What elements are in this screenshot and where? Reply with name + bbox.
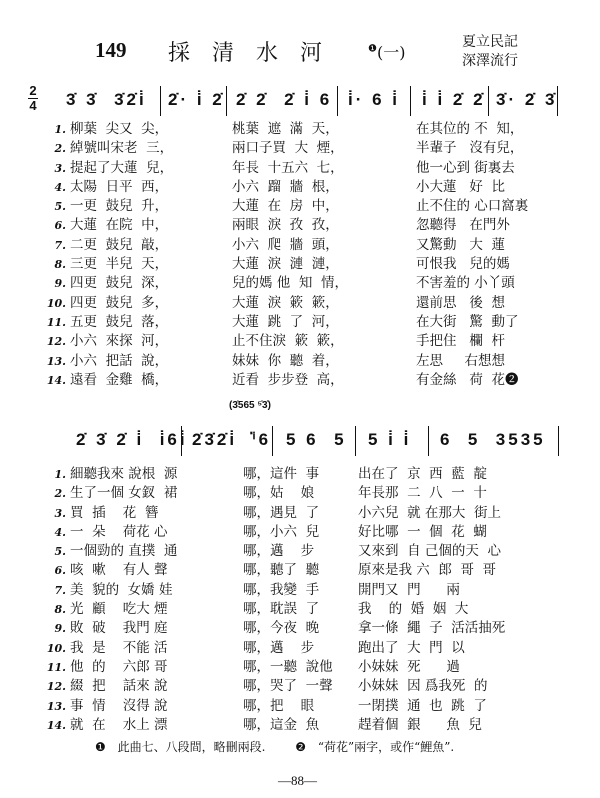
verse-line xyxy=(0,619,600,638)
lyric-phrase-b: 大蓮 淚 漣 漣， xyxy=(232,256,339,273)
lyric-phrase-b: 妹妹 你 聽 着， xyxy=(232,352,339,369)
bar-line xyxy=(272,426,273,456)
lyric-phrase-a: 綴 把 話來 說 xyxy=(70,678,168,695)
measure: i̇ i̇ 2̇ 2̇ xyxy=(422,90,486,109)
lyric-phrase-a: 我 是 不能 活 xyxy=(70,639,168,656)
lyric-phrase-a: 柳葉 尖又 尖， xyxy=(70,121,169,137)
lyric-phrase-c: 拿一條 繩 子 活活抽死 xyxy=(358,620,506,637)
verse-line xyxy=(0,581,600,600)
measure: i̇· 6 i̇ xyxy=(348,90,401,109)
verse-number: 5. xyxy=(54,200,66,214)
lyric-phrase-b: 年長 十五六 七， xyxy=(232,159,344,176)
measure: 2̇3̇2̇i̇ ⁱ̇6 xyxy=(192,430,272,449)
measure: 2̇ 3̇ 2̇ i̇ i̇6i̇ xyxy=(76,430,188,449)
time-signature-bottom: 4 xyxy=(29,98,37,113)
footnote-marker-1: ❶ xyxy=(95,740,106,754)
bar-line xyxy=(558,426,559,456)
lyric-phrase-a: 買 插 花 簪 xyxy=(70,504,159,521)
lyric-phrase-c: 開門又 門 兩 xyxy=(358,581,460,598)
verse-line xyxy=(0,236,600,255)
bar-line xyxy=(160,86,161,116)
verse-number: 6. xyxy=(54,219,66,233)
verse-line xyxy=(0,465,600,484)
lyric-phrase-c: 又驚動 大 蓮 xyxy=(416,236,505,253)
verse-number: 4. xyxy=(54,525,66,539)
song-title xyxy=(168,36,344,67)
lyric-phrase-c: 左思 右想想 xyxy=(416,352,505,369)
lyric-phrase-b: 哪，一聽 說他 xyxy=(243,658,333,675)
lyric-phrase-c: 不害羞的 小丫頭 xyxy=(416,275,515,292)
bar-line xyxy=(410,86,411,116)
bar-line xyxy=(181,426,182,456)
credit-block xyxy=(462,33,518,71)
lyric-phrase-c: 在大街 驚 動了 xyxy=(416,313,519,330)
lyric-phrase-c: 趕着個 銀 魚 兒 xyxy=(358,716,482,733)
lyric-phrase-a: 小六 把話 說， xyxy=(70,352,169,369)
lyric-phrase-a: 五更 鼓兒 落， xyxy=(70,313,169,330)
lyric-phrase-c: 原來是我 六 郎 哥 哥 xyxy=(358,562,497,579)
lyric-phrase-b: 哪，耽誤 了 xyxy=(243,601,320,618)
page-number: —88— xyxy=(278,773,317,788)
verse-line xyxy=(0,216,600,235)
verse-line xyxy=(0,561,600,580)
verse-line xyxy=(0,294,600,313)
lyric-phrase-c: 出在了 京 西 藍 靛 xyxy=(358,466,487,482)
interlude-notation: (3̇565 ⁵̇3̇) xyxy=(229,400,271,411)
verse-line xyxy=(0,542,600,561)
verse-line xyxy=(0,274,600,293)
verse-number: 4. xyxy=(54,180,66,194)
verse-number: 8. xyxy=(54,603,66,617)
lyric-phrase-c: 小六兒 就 在那大 街上 xyxy=(358,504,501,521)
lyric-phrase-c: 手把住 欄 杆 xyxy=(416,333,505,350)
lyric-phrase-b: 小六 爬 牆 頭， xyxy=(232,236,339,253)
lyric-phrase-a: 美 貌的 女嬌 娃 xyxy=(70,581,173,598)
verse-number: 3. xyxy=(54,506,66,520)
lyric-phrase-b: 哪，把 眼 xyxy=(243,697,315,714)
verse-number: 14. xyxy=(46,373,66,387)
lyric-phrase-b: 大蓮 淚 簌 簌， xyxy=(232,294,339,311)
lyric-phrase-c: 好比哪 一 個 花 蝴 xyxy=(358,523,487,540)
lyric-phrase-b: 哪，這件 事 xyxy=(243,466,320,482)
bar-line xyxy=(557,86,558,116)
lyric-phrase-a: 敗 破 我門 庭 xyxy=(70,620,168,637)
verse-number: 1. xyxy=(54,468,66,481)
measure: 2̇ 2̇ 2̇ i̇ 6 xyxy=(236,90,333,109)
verse-line xyxy=(0,523,600,542)
measure: 3̇ 3̇ 3̇2̇i̇ xyxy=(66,90,147,109)
verse-number: 2. xyxy=(54,142,66,156)
verse-number: 14. xyxy=(46,718,66,732)
lyric-phrase-b: 兩口子買 大 煙， xyxy=(232,140,344,157)
bar-line xyxy=(226,86,227,116)
verse-line xyxy=(0,677,600,696)
lyric-phrase-b: 哪，聽了 聽 xyxy=(243,562,320,579)
verse-line xyxy=(0,178,600,197)
bar-line xyxy=(337,86,338,116)
verse-number: 3. xyxy=(54,161,66,175)
lyric-phrase-c: 跑出了 大 門 以 xyxy=(358,639,465,656)
lyric-phrase-b: 哪，邁 步 xyxy=(243,543,315,560)
footnote-1-text: 此曲七、八段間，略刪兩段. xyxy=(117,740,266,754)
lyric-phrase-a: 一 朵 荷花 心 xyxy=(70,523,168,540)
measure: 2̇· i̇ 2̇ xyxy=(168,90,225,109)
verse-line xyxy=(0,352,600,371)
lyric-phrase-b: 哪，小六 兒 xyxy=(243,523,320,540)
credit-recorder: 夏立民記 xyxy=(462,34,518,50)
lyric-phrase-a: 一更 鼓兒 升， xyxy=(70,198,169,215)
verse-number: 12. xyxy=(46,680,66,694)
lyric-phrase-c: 有金絲 荷 花❷ xyxy=(416,371,519,388)
lyric-phrase-b: 止不住淚 簌 簌， xyxy=(232,333,344,350)
lyric-phrase-a: 二更 鼓兒 敲， xyxy=(70,236,169,253)
verse-number: 7. xyxy=(54,238,66,252)
verse-line xyxy=(0,159,600,178)
lyric-phrase-a: 大蓮 在院 中， xyxy=(70,217,169,234)
verse-number: 1. xyxy=(54,123,66,136)
lyric-phrase-c: 止不住的 心口窩裏 xyxy=(416,198,529,215)
lyric-phrase-b: 大蓮 跳 了 河， xyxy=(232,313,339,330)
bar-line xyxy=(355,426,356,456)
lyric-phrase-b: 哪，遇見 了 xyxy=(243,504,320,521)
verse-block-2 xyxy=(0,465,600,735)
verse-number: 9. xyxy=(54,622,66,636)
lyric-phrase-b: 大蓮 在 房 中， xyxy=(232,198,339,215)
verse-line xyxy=(0,504,600,523)
lyric-phrase-a: 光 顧 吃大 煙 xyxy=(70,601,168,618)
lyric-phrase-c: 還前思 後 想 xyxy=(416,294,505,311)
lyric-phrase-a: 生了一個 女釵 裙 xyxy=(70,485,178,502)
verse-number: 13. xyxy=(46,699,66,713)
footnote-marker-1: ❶ xyxy=(368,43,377,55)
lyric-phrase-a: 就 在 水上 漂 xyxy=(70,716,168,733)
notation-staff-1 xyxy=(0,84,600,120)
verse-line xyxy=(0,255,600,274)
verse-line xyxy=(0,120,600,139)
verse-number: 9. xyxy=(54,277,66,291)
verse-line xyxy=(0,139,600,158)
time-signature-top: 2 xyxy=(29,83,37,98)
lyric-phrase-b: 哪，哭了 一聲 xyxy=(243,678,333,695)
notation-staff-2 xyxy=(0,424,600,460)
credit-region: 深澤流行 xyxy=(462,53,518,69)
measure: 6 5 3535 xyxy=(440,430,546,449)
lyric-phrase-c: 年長那 二 八 一 十 xyxy=(358,485,487,502)
verse-number: 11. xyxy=(46,660,66,674)
lyric-phrase-a: 遠看 金雞 橋， xyxy=(70,371,169,388)
lyric-phrase-c: 他一心到 街裏去 xyxy=(416,159,515,176)
lyric-phrase-c: 忽聽得 在門外 xyxy=(416,217,510,234)
lyric-phrase-b: 小六 蹓 牆 根， xyxy=(232,178,339,195)
lyric-phrase-a: 提起了大蓮 兒， xyxy=(70,159,174,176)
lyric-phrase-a: 四更 鼓兒 深， xyxy=(70,275,169,292)
lyric-phrase-b: 哪，這金 魚 xyxy=(243,716,320,733)
verse-line xyxy=(0,639,600,658)
lyric-phrase-a: 綽號叫宋老 三， xyxy=(70,140,174,157)
verse-number: 13. xyxy=(46,354,66,368)
verse-line xyxy=(0,484,600,503)
lyric-phrase-c: 我 的 婚 姻 大 xyxy=(358,601,469,618)
lyric-phrase-b: 哪，今夜 晚 xyxy=(243,620,320,637)
lyric-phrase-c: 小妹妹 因 爲我死 的 xyxy=(358,678,488,695)
verse-line xyxy=(0,371,600,390)
lyric-phrase-b: 近看 步步登 高， xyxy=(232,371,344,388)
lyric-phrase-c: 在其位的 不 知， xyxy=(416,121,524,137)
verse-line xyxy=(0,658,600,677)
lyric-phrase-b: 哪，邁 步 xyxy=(243,639,315,656)
verse-number: 10. xyxy=(46,641,66,655)
lyric-phrase-c: 可恨我 兒的媽 xyxy=(416,256,510,273)
lyric-phrase-a: 事 情 沒得 說 xyxy=(70,697,168,714)
footnote-2-text: “荷花”兩字，或作“鯉魚”. xyxy=(317,740,455,754)
verse-line xyxy=(0,332,600,351)
song-title-suffix xyxy=(368,40,405,63)
lyric-phrase-a: 一個勁的 直撲 通 xyxy=(70,543,178,560)
verse-number: 2. xyxy=(54,487,66,501)
verse-block-1 xyxy=(0,120,600,390)
lyric-phrase-c: 又來到 自 己個的天 心 xyxy=(358,543,501,560)
verse-number: 10. xyxy=(46,296,66,310)
measure: 5 6 5 xyxy=(286,430,347,449)
title-part-label: (一) xyxy=(376,43,406,62)
measure: 3̇· 2̇ 3̇ xyxy=(496,90,558,109)
verse-number: 5. xyxy=(54,545,66,559)
lyric-phrase-a: 小六 來探 河， xyxy=(70,333,169,350)
lyric-phrase-a: 他 的 六郎 哥 xyxy=(70,658,168,675)
verse-number: 8. xyxy=(54,258,66,272)
verse-line xyxy=(0,197,600,216)
measure: 5 i̇ i̇ xyxy=(368,430,412,449)
verse-number: 7. xyxy=(54,583,66,597)
lyric-phrase-c: 小妹妹 死 過 xyxy=(358,658,460,675)
bar-line xyxy=(428,426,429,456)
lyric-phrase-b: 哪，我變 手 xyxy=(243,581,320,598)
verse-line xyxy=(0,716,600,735)
lyric-phrase-a: 咳 嗽 有人 聲 xyxy=(70,562,168,579)
footnote-marker-2: ❷ xyxy=(295,740,307,754)
song-title-text: 採清水河 xyxy=(168,41,345,66)
lyric-phrase-b: 兩眼 淚 孜 孜， xyxy=(232,217,339,234)
lyric-phrase-b: 哪，姑 娘 xyxy=(243,485,315,502)
lyric-phrase-a: 四更 鼓兒 多， xyxy=(70,294,169,311)
verse-line xyxy=(0,313,600,332)
lyric-phrase-a: 細聽我來 說根 源 xyxy=(70,466,178,482)
verse-number: 12. xyxy=(46,335,66,349)
lyric-phrase-a: 太陽 日平 西， xyxy=(70,178,169,195)
verse-line xyxy=(0,697,600,716)
lyric-phrase-a: 三更 半兒 天， xyxy=(70,256,169,273)
bar-line xyxy=(488,86,489,116)
lyric-phrase-c: 小大蓮 好 比 xyxy=(416,178,505,195)
lyric-phrase-c: 半輩子 沒有兒， xyxy=(416,140,524,157)
lyric-phrase-b: 桃葉 遮 滿 天， xyxy=(232,121,339,137)
lyric-phrase-c: 一閉撲 通 也 跳 了 xyxy=(358,697,487,714)
verse-line xyxy=(0,600,600,619)
lyric-phrase-b: 兒的媽 他 知 情， xyxy=(232,275,348,292)
footnotes xyxy=(95,738,454,755)
song-number: 149 xyxy=(95,38,127,62)
verse-number: 6. xyxy=(54,564,66,578)
verse-number: 11. xyxy=(46,315,66,329)
